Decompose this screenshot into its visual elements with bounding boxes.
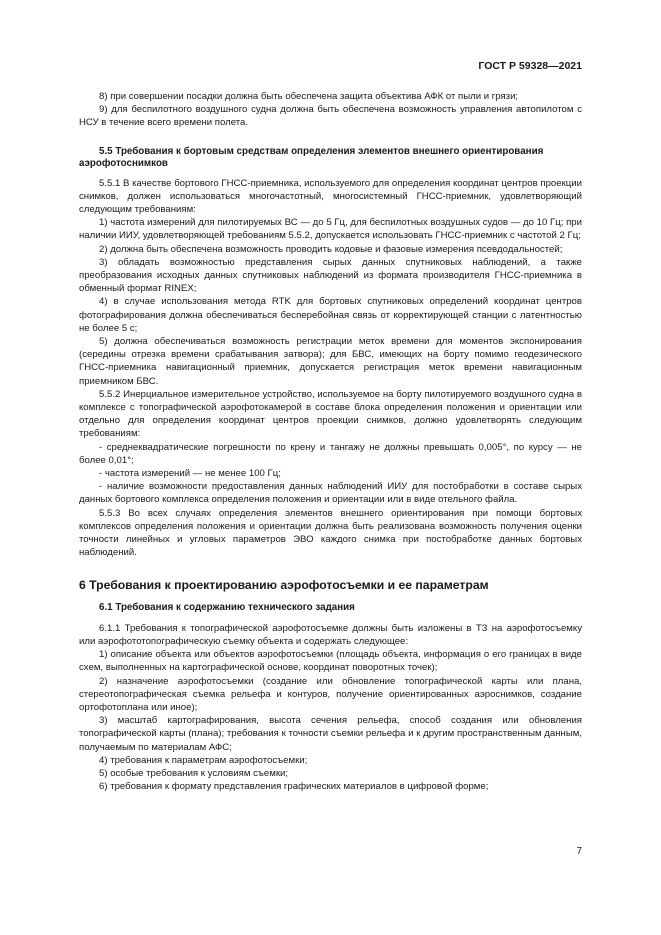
section-6-1-heading: 6.1 Требования к содержанию технического задания — [99, 601, 355, 613]
page-number: 7 — [576, 846, 582, 857]
list-item: 2) назначение аэрофотосъемки (создание или обновление топографической карты или плана, стереотопографическая съемка рельефа и контуров, получение ориентированных аэроснимков, создание ортофотоплана или иное); — [79, 675, 582, 713]
list-item: 1) частота измерений для пилотируемых ВС — до 5 Гц, для беспилотных воздушных судов — до 10 Гц; при наличии ИИУ, удовлетворяющей требованиям 5.5.2, допускается использовать ГНСС-приемник с частотой 2 Гц; — [79, 217, 582, 242]
list-item: 3) обладать возможностью представления сырых данных спутниковых наблюдений, а также преобразования исходных данных спутниковых наблюдений из формата производителя ГНСС-приемника в обменный формат RINEX; — [79, 256, 582, 295]
list-item: 4) требования к параметрам аэрофотосъемки; — [99, 754, 308, 766]
clause-5-5-2: 5.5.2 Инерциальное измерительное устройство, используемое на борту пилотируемого воздушного судна в комплексе с топографической аэрофотокамерой в составе блока определения положения и ориентации или отдельно для определения координат центров проекции снимков, должно удовлетворять следующим требованиям: — [79, 388, 582, 440]
list-item: 2) должна быть обеспечена возможность проводить кодовые и фазовые измерения псевдодальностей; — [99, 243, 563, 255]
list-item: 6) требования к формату представления графических материалов в цифровой форме; — [99, 781, 489, 793]
list-item: 8) при совершении посадки должна быть обеспечена защита объектива АФК от пыли и грязи; — [99, 91, 519, 102]
list-item: 1) описание объекта или объектов аэрофотосъемки (площадь объекта, информация о его границах в виде схем, выполненных на картографической основе, координат поворотных точек); — [79, 649, 582, 674]
list-item: - частота измерений — не менее 100 Гц; — [99, 468, 281, 480]
list-item: 5) должна обеспечиваться возможность регистрации меток времени для моментов экспонирования (середины отрезка времени срабатывания затвора); для БВС, имеющих на борту помимо геодезического ГНСС-приемника навигационный приемник, допускается регистрация меток времени навигационным приемником БВС. — [79, 336, 582, 387]
list-item: - наличие возможности предоставления данных наблюдений ИИУ для постобработки в составе сырых данных бортового комплекса определения положения и ориентации или в виде отельного файла. — [79, 481, 582, 506]
list-item: 5) особые требования к условиям съемки; — [99, 767, 289, 779]
page-body — [79, 90, 582, 793]
list-item: - среднеквадратические погрешности по крену и тангажу не должны превышать 0,005°, по курсу — не более 0,01°; — [79, 441, 582, 466]
clause-5-5-1: 5.5.1 В качестве бортового ГНСС-приемника, используемого для определения координат центров проекции снимков, должен использоваться многочастотный, многосистемный ГНСС-приемник, удовлетворяющий следующим требованиям: — [79, 177, 582, 216]
list-item: 4) в случае использования метода RTK для бортовых спутниковых определений координат центров фотографирования должна обеспечиваться бесперебойная связь от корректирующей станции с латентностью не более 5 с; — [79, 296, 582, 334]
document-code: ГОСТ Р 59328—2021 — [478, 60, 582, 72]
list-item: 3) масштаб картографирования, высота сечения рельефа, способ создания или обновления топографической карты (плана); требования к точности съемки рельефа и к другим пространственным данным, получаемым по материалам АФС; — [79, 715, 582, 753]
clause-5-5-3: 5.5.3 Во всех случаях определения элементов внешнего ориентирования при помощи бортовых комплексов определения положения и ориентации должна быть реализована возможность получения оценки точности линейных и угловых параметров ЭВО каждого снимка при постобработке данных бортовых наблюдений. — [79, 507, 582, 559]
section-5-5-heading: 5.5 Требования к бортовым средствам определения элементов внешнего ориентирования аэрофотоснимков — [79, 145, 544, 170]
clause-6-1-1: 6.1.1 Требования к топографической аэрофотосъемке должны быть изложены в ТЗ на аэрофотосъемку или аэрофототопографическую съемку объекта и содержать следующее: — [79, 622, 582, 647]
list-item: 9) для беспилотного воздушного судна должна быть обеспечена возможность управления автопилотом с НСУ в течение всего времени полета. — [79, 104, 582, 129]
section-6-heading: 6 Требования к проектированию аэрофотосъемки и ее параметрам — [79, 577, 489, 592]
